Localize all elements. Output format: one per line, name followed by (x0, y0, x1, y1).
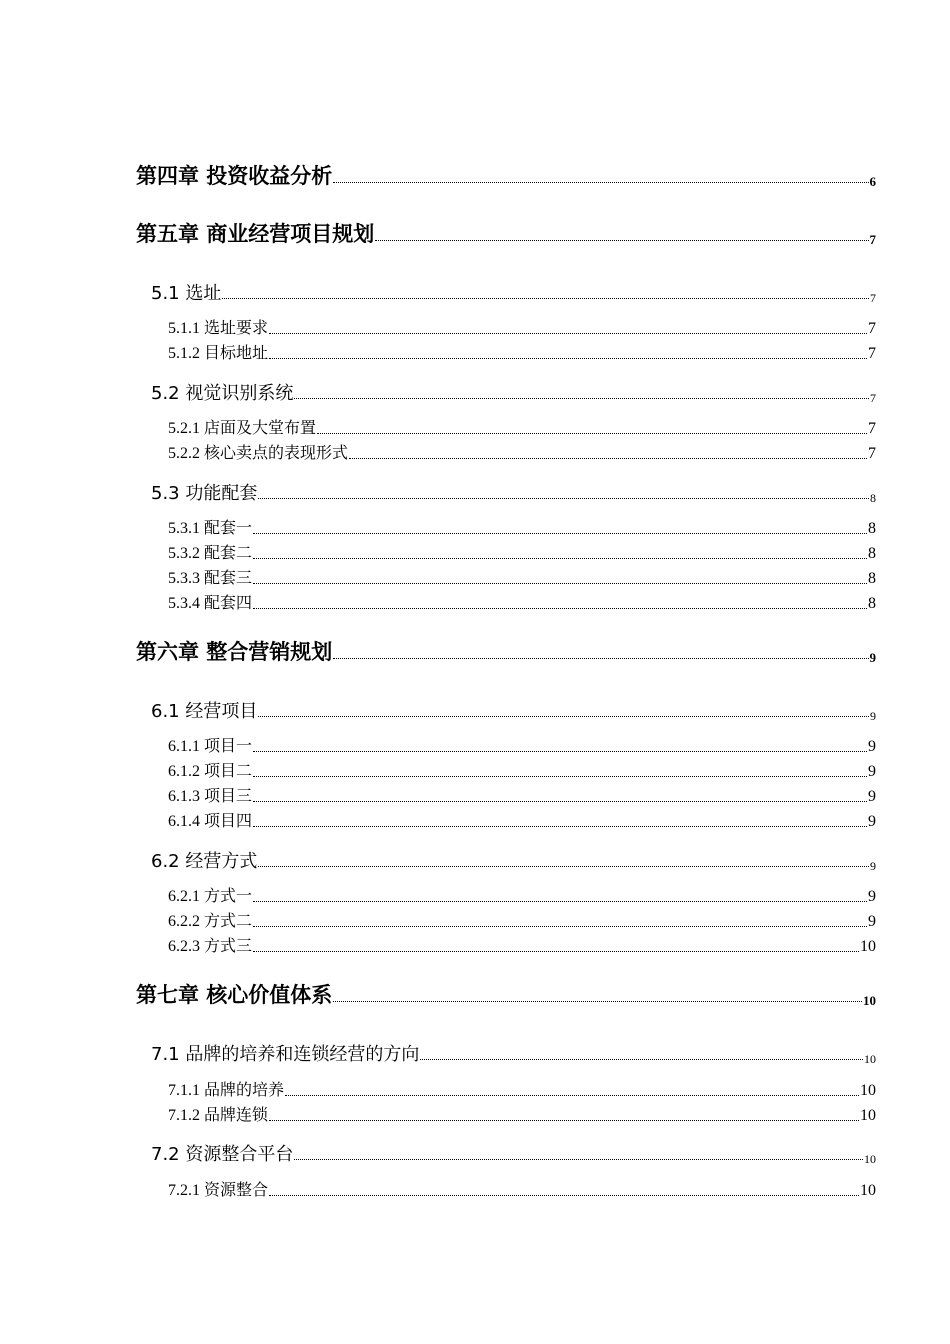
toc-subsection-entry[interactable] (168, 936, 876, 958)
toc-entry-page: 10 (864, 1152, 876, 1166)
toc-leader-dots (269, 1195, 859, 1196)
toc-entry-page: 7 (870, 291, 876, 305)
toc-entry-label: 第四章 投资收益分析 (136, 164, 333, 188)
toc-section-entry[interactable] (151, 481, 876, 507)
toc-entry-label: 5.3 功能配套 (151, 483, 258, 504)
toc-entry-label: 第五章 商业经营项目规划 (136, 222, 375, 246)
toc-entry-page: 9 (868, 888, 876, 905)
toc-entry-label: 5.3.4 配套四 (168, 595, 253, 612)
toc-leader-dots (258, 716, 869, 717)
toc-entry-label: 6.1.1 项目一 (168, 738, 253, 755)
toc-subsection-entry[interactable] (168, 443, 876, 465)
toc-leader-dots (269, 358, 867, 359)
toc-entry-label: 5.2.2 核心卖点的表现形式 (168, 445, 349, 462)
toc-entry-label: 6.2.1 方式一 (168, 888, 253, 905)
toc-entry-page: 7 (870, 391, 876, 405)
toc-entry-label: 5.1.2 目标地址 (168, 345, 269, 362)
toc-entry-page: 7 (868, 345, 876, 362)
toc-entry-page: 9 (869, 650, 876, 665)
toc-leader-dots (294, 398, 869, 399)
toc-entry-label: 6.1.3 项目三 (168, 788, 253, 805)
toc-entry-page: 9 (868, 738, 876, 755)
toc-subsection-entry[interactable] (168, 418, 876, 440)
toc-leader-dots (253, 558, 867, 559)
toc-chapter-entry[interactable] (136, 637, 876, 667)
toc-subsection-entry[interactable] (168, 343, 876, 365)
toc-subsection-entry[interactable] (168, 786, 876, 808)
toc-entry-label: 5.3.1 配套一 (168, 520, 253, 537)
toc-leader-dots (333, 1001, 862, 1002)
toc-entry-page: 9 (868, 763, 876, 780)
toc-leader-dots (222, 298, 869, 299)
toc-leader-dots (253, 801, 867, 802)
toc-entry-page: 10 (860, 1082, 876, 1099)
toc-entry-label: 6.1.4 项目四 (168, 813, 253, 830)
toc-entry-label: 5.1.1 选址要求 (168, 320, 269, 337)
toc-entry-page: 9 (868, 788, 876, 805)
toc-leader-dots (269, 333, 867, 334)
toc-leader-dots (294, 1159, 863, 1160)
toc-leader-dots (253, 776, 867, 777)
toc-entry-label: 5.2.1 店面及大堂布置 (168, 420, 317, 437)
toc-entry-page: 7 (869, 232, 876, 247)
toc-leader-dots (253, 951, 859, 952)
toc-entry-page: 8 (868, 520, 876, 537)
toc-subsection-entry[interactable] (168, 593, 876, 615)
toc-entry-label: 7.1 品牌的培养和连锁经营的方向 (151, 1044, 420, 1065)
toc-entry-page: 10 (860, 1182, 876, 1199)
toc-entry-page: 7 (868, 445, 876, 462)
toc-subsection-entry[interactable] (168, 761, 876, 783)
toc-section-entry[interactable] (151, 281, 876, 307)
toc-entry-label: 6.2.2 方式二 (168, 913, 253, 930)
toc-leader-dots (317, 433, 867, 434)
toc-leader-dots (285, 1095, 859, 1096)
toc-entry-page: 8 (868, 595, 876, 612)
toc-entry-label: 6.1 经营项目 (151, 701, 258, 722)
toc-entry-page: 9 (870, 859, 876, 873)
toc-leader-dots (333, 658, 868, 659)
toc-entry-label: 5.2 视觉识别系统 (151, 383, 294, 404)
toc-entry-page: 7 (868, 420, 876, 437)
toc-entry-label: 7.2 资源整合平台 (151, 1144, 294, 1165)
toc-subsection-entry[interactable] (168, 1180, 876, 1202)
toc-subsection-entry[interactable] (168, 1080, 876, 1102)
toc-leader-dots (253, 751, 867, 752)
toc-leader-dots (258, 498, 869, 499)
toc-entry-page: 10 (860, 938, 876, 955)
toc-entry-page: 10 (863, 993, 876, 1008)
toc-entry-label: 第六章 整合营销规划 (136, 640, 333, 664)
toc-chapter-entry[interactable] (136, 219, 876, 249)
toc-entry-label: 5.3.2 配套二 (168, 545, 253, 562)
toc-entry-page: 9 (870, 709, 876, 723)
toc-subsection-entry[interactable] (168, 736, 876, 758)
toc-leader-dots (420, 1059, 863, 1060)
toc-subsection-entry[interactable] (168, 886, 876, 908)
toc-leader-dots (253, 583, 867, 584)
toc-leader-dots (349, 458, 867, 459)
toc-section-entry[interactable] (151, 849, 876, 875)
toc-entry-page: 9 (868, 913, 876, 930)
toc-leader-dots (253, 608, 867, 609)
toc-entry-page: 8 (870, 491, 876, 505)
toc-subsection-entry[interactable] (168, 568, 876, 590)
toc-entry-page: 8 (868, 545, 876, 562)
toc-entry-label: 第七章 核心价值体系 (136, 983, 333, 1007)
toc-entry-label: 6.1.2 项目二 (168, 763, 253, 780)
toc-section-entry[interactable] (151, 1042, 876, 1068)
toc-entry-page: 9 (868, 813, 876, 830)
toc-entry-page: 8 (868, 570, 876, 587)
toc-leader-dots (253, 926, 867, 927)
toc-leader-dots (253, 901, 867, 902)
toc-entry-label: 6.2 经营方式 (151, 851, 258, 872)
toc-section-entry[interactable] (151, 699, 876, 725)
toc-subsection-entry[interactable] (168, 911, 876, 933)
toc-entry-page: 6 (869, 174, 876, 189)
toc-leader-dots (258, 866, 869, 867)
toc-subsection-entry[interactable] (168, 518, 876, 540)
toc-entry-label: 5.3.3 配套三 (168, 570, 253, 587)
toc-subsection-entry[interactable] (168, 543, 876, 565)
toc-section-entry[interactable] (151, 381, 876, 407)
toc-entry-page: 10 (864, 1052, 876, 1066)
toc-entry-label: 5.1 选址 (151, 283, 222, 304)
toc-entry-label: 7.2.1 资源整合 (168, 1182, 269, 1199)
toc-section-entry[interactable] (151, 1142, 876, 1168)
toc-leader-dots (375, 240, 868, 241)
toc-entry-label: 6.2.3 方式三 (168, 938, 253, 955)
toc-leader-dots (253, 533, 867, 534)
toc-leader-dots (269, 1120, 859, 1121)
toc-entry-label: 7.1.1 品牌的培养 (168, 1082, 285, 1099)
toc-leader-dots (253, 826, 867, 827)
toc-subsection-entry[interactable] (168, 1105, 876, 1127)
toc-entry-page: 10 (860, 1107, 876, 1124)
toc-chapter-entry[interactable] (136, 980, 876, 1010)
toc-subsection-entry[interactable] (168, 318, 876, 340)
toc-chapter-entry[interactable] (136, 161, 876, 191)
toc-entry-label: 7.1.2 品牌连锁 (168, 1107, 269, 1124)
toc-entry-page: 7 (868, 320, 876, 337)
toc-leader-dots (333, 182, 868, 183)
toc-subsection-entry[interactable] (168, 811, 876, 833)
